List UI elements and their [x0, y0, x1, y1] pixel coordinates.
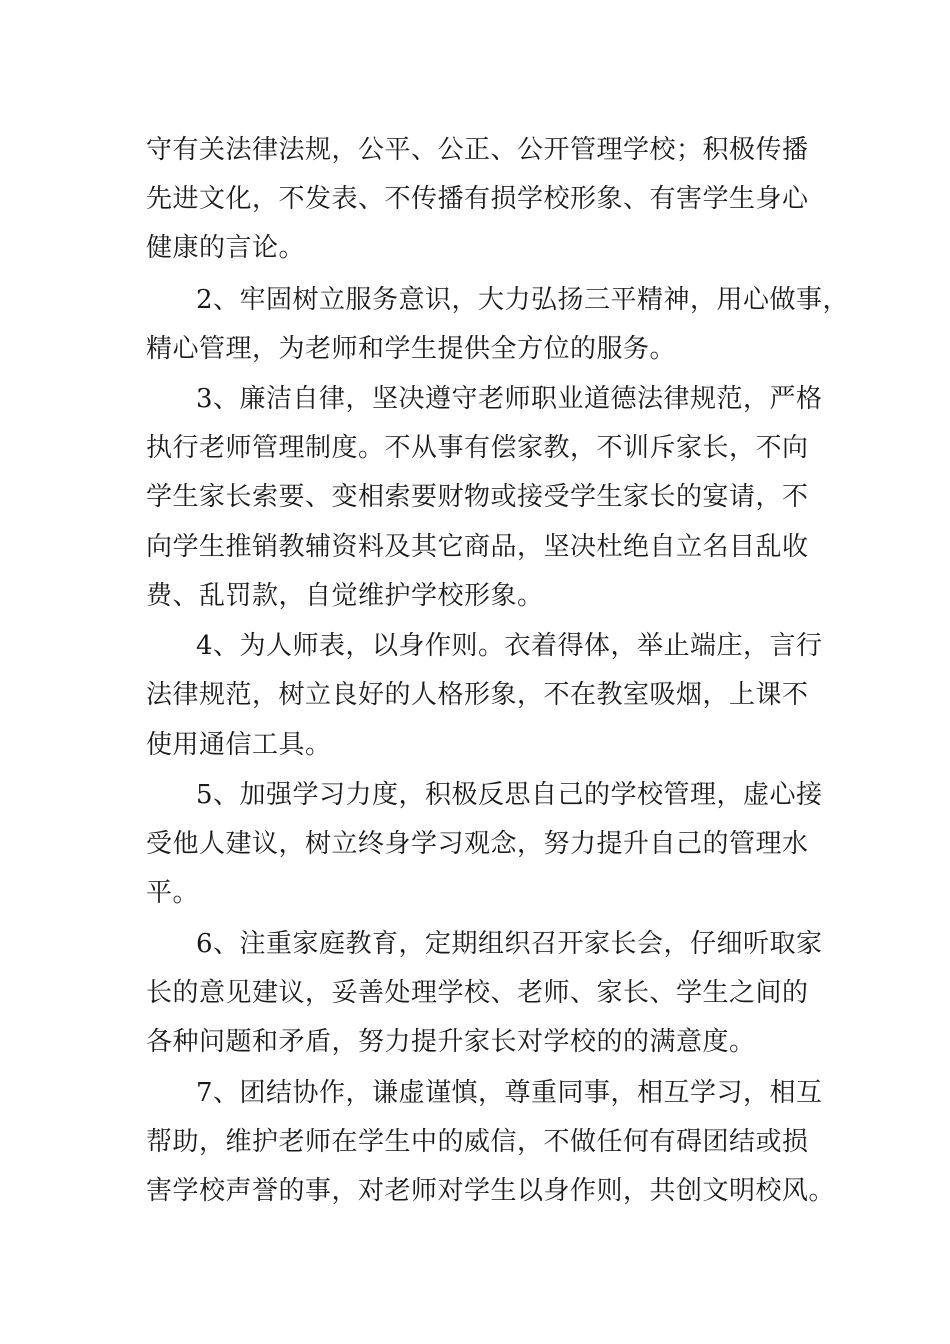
item-7-line-2: 帮助，维护老师在学生中的威信，不做任何有碍团结或损 [146, 1127, 809, 1157]
item-2-line-1: 2、牢固树立服务意识，大力弘扬三平精神，用心做事， [196, 285, 850, 315]
item-5-line-1: 5、加强学习力度，积极反思自己的学校管理，虚心接 [196, 780, 823, 810]
item-3-line-1: 3、廉洁自律，坚决遵守老师职业道德法律规范，严格 [196, 384, 823, 414]
item-3-line-4: 向学生推销教辅资料及其它商品，坚决杜绝自立名目乱收 [146, 532, 809, 562]
item-7-line-3: 害学校声誉的事，对老师对学生以身作则，共创文明校风。 [146, 1176, 836, 1206]
item-7-line-1: 7、团结协作，谦虚谨慎，尊重同事，相互学习，相互 [196, 1078, 823, 1108]
item-6-line-2: 长的意见建议，妥善处理学校、老师、家长、学生之间的 [146, 978, 809, 1008]
item-4-line-3: 使用通信工具。 [146, 730, 332, 760]
item-2-line-2: 精心管理，为老师和学生提供全方位的服务。 [146, 334, 677, 364]
item-5-line-3: 平。 [146, 878, 200, 908]
item-4-line-2: 法律规范，树立良好的人格形象，不在教室吸烟，上课不 [146, 680, 809, 710]
item-6-line-1: 6、注重家庭教育，定期组织召开家长会，仔细听取家 [196, 929, 823, 959]
item-6-line-3: 各种问题和矛盾，努力提升家长对学校的的满意度。 [146, 1027, 756, 1057]
item-3-line-5: 费、乱罚款，自觉维护学校形象。 [146, 581, 544, 611]
item-3-line-3: 学生家长索要、变相索要财物或接受学生家长的宴请，不 [146, 482, 809, 512]
text-line-2: 先进文化，不发表、不传播有损学校形象、有害学生身心 [146, 184, 809, 214]
item-5-line-2: 受他人建议，树立终身学习观念，努力提升自己的管理水 [146, 829, 809, 859]
item-3-line-2: 执行老师管理制度。不从事有偿家教，不训斥家长，不向 [146, 433, 809, 463]
text-line-1: 守有关法律法规，公平、公正、公开管理学校；积极传播 [146, 135, 809, 165]
text-line-3: 健康的言论。 [146, 233, 306, 263]
item-4-line-1: 4、为人师表，以身作则。衣着得体，举止端庄，言行 [196, 631, 823, 661]
